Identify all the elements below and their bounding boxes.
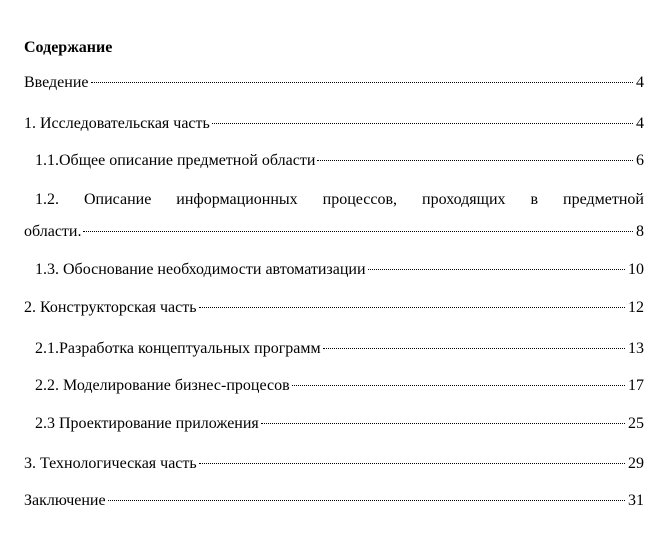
toc-entry-section-2-1[interactable] xyxy=(35,339,644,359)
toc-entry-title: 2.1.Разработка концептуальных программ xyxy=(35,340,321,357)
toc-entry-section-2-2[interactable] xyxy=(35,376,644,396)
toc-entry-page: 8 xyxy=(636,223,644,240)
dot-leader xyxy=(199,307,626,308)
dot-leader xyxy=(83,231,633,232)
toc-entry-page: 25 xyxy=(628,415,644,432)
toc-entry-introduction[interactable] xyxy=(24,73,644,93)
toc-entry-title-line2: области. xyxy=(24,223,82,240)
toc-heading: Содержание xyxy=(24,39,113,56)
toc-entry-page: 13 xyxy=(628,340,644,357)
toc-entry-page: 29 xyxy=(628,455,644,472)
toc-entry-section-1-3[interactable] xyxy=(35,260,644,280)
toc-entry-title: 2.3 Проектирование приложения xyxy=(35,415,259,432)
toc-entry-title: Введение xyxy=(24,74,89,91)
toc-entry-section-2[interactable] xyxy=(24,298,644,318)
toc-entry-title: 1.1.Общее описание предметной области xyxy=(35,152,316,169)
dot-leader xyxy=(368,269,625,270)
toc-entry-page: 12 xyxy=(628,299,644,316)
dot-leader xyxy=(199,463,625,464)
dot-leader xyxy=(261,423,625,424)
toc-entry-title: 2.2. Моделирование бизнес-процесов xyxy=(35,377,290,394)
toc-entry-title: 1. Исследовательская часть xyxy=(24,115,210,132)
dot-leader xyxy=(292,385,625,386)
dot-leader xyxy=(108,500,625,501)
toc-entry-line2 xyxy=(24,222,644,242)
dot-leader xyxy=(91,82,634,83)
toc-entry-section-1[interactable] xyxy=(24,114,644,134)
toc-entry-title: 2. Конструкторская часть xyxy=(24,299,197,316)
dot-leader xyxy=(317,160,633,161)
toc-entry-conclusion[interactable] xyxy=(24,491,644,511)
toc-entry-page: 10 xyxy=(628,261,644,278)
toc-entry-title: Заключение xyxy=(24,492,106,509)
toc-entry-page: 4 xyxy=(636,74,644,91)
toc-entry-section-2-3[interactable] xyxy=(35,414,644,434)
dot-leader xyxy=(212,123,633,124)
toc-entry-page: 17 xyxy=(628,377,644,394)
dot-leader xyxy=(323,348,625,349)
toc-entry-section-3[interactable] xyxy=(24,454,644,474)
toc-entry-page: 31 xyxy=(628,492,644,509)
toc-entry-title-line1: 1.2. Описание информационных процессов, проходящих в предметной xyxy=(35,191,644,208)
toc-entry-title: 3. Технологическая часть xyxy=(24,455,197,472)
toc-entry-page: 6 xyxy=(636,152,644,169)
toc-entry-title: 1.3. Обоснование необходимости автоматизации xyxy=(35,261,366,278)
toc-entry-page: 4 xyxy=(636,115,644,132)
toc-entry-section-1-1[interactable] xyxy=(35,151,644,171)
